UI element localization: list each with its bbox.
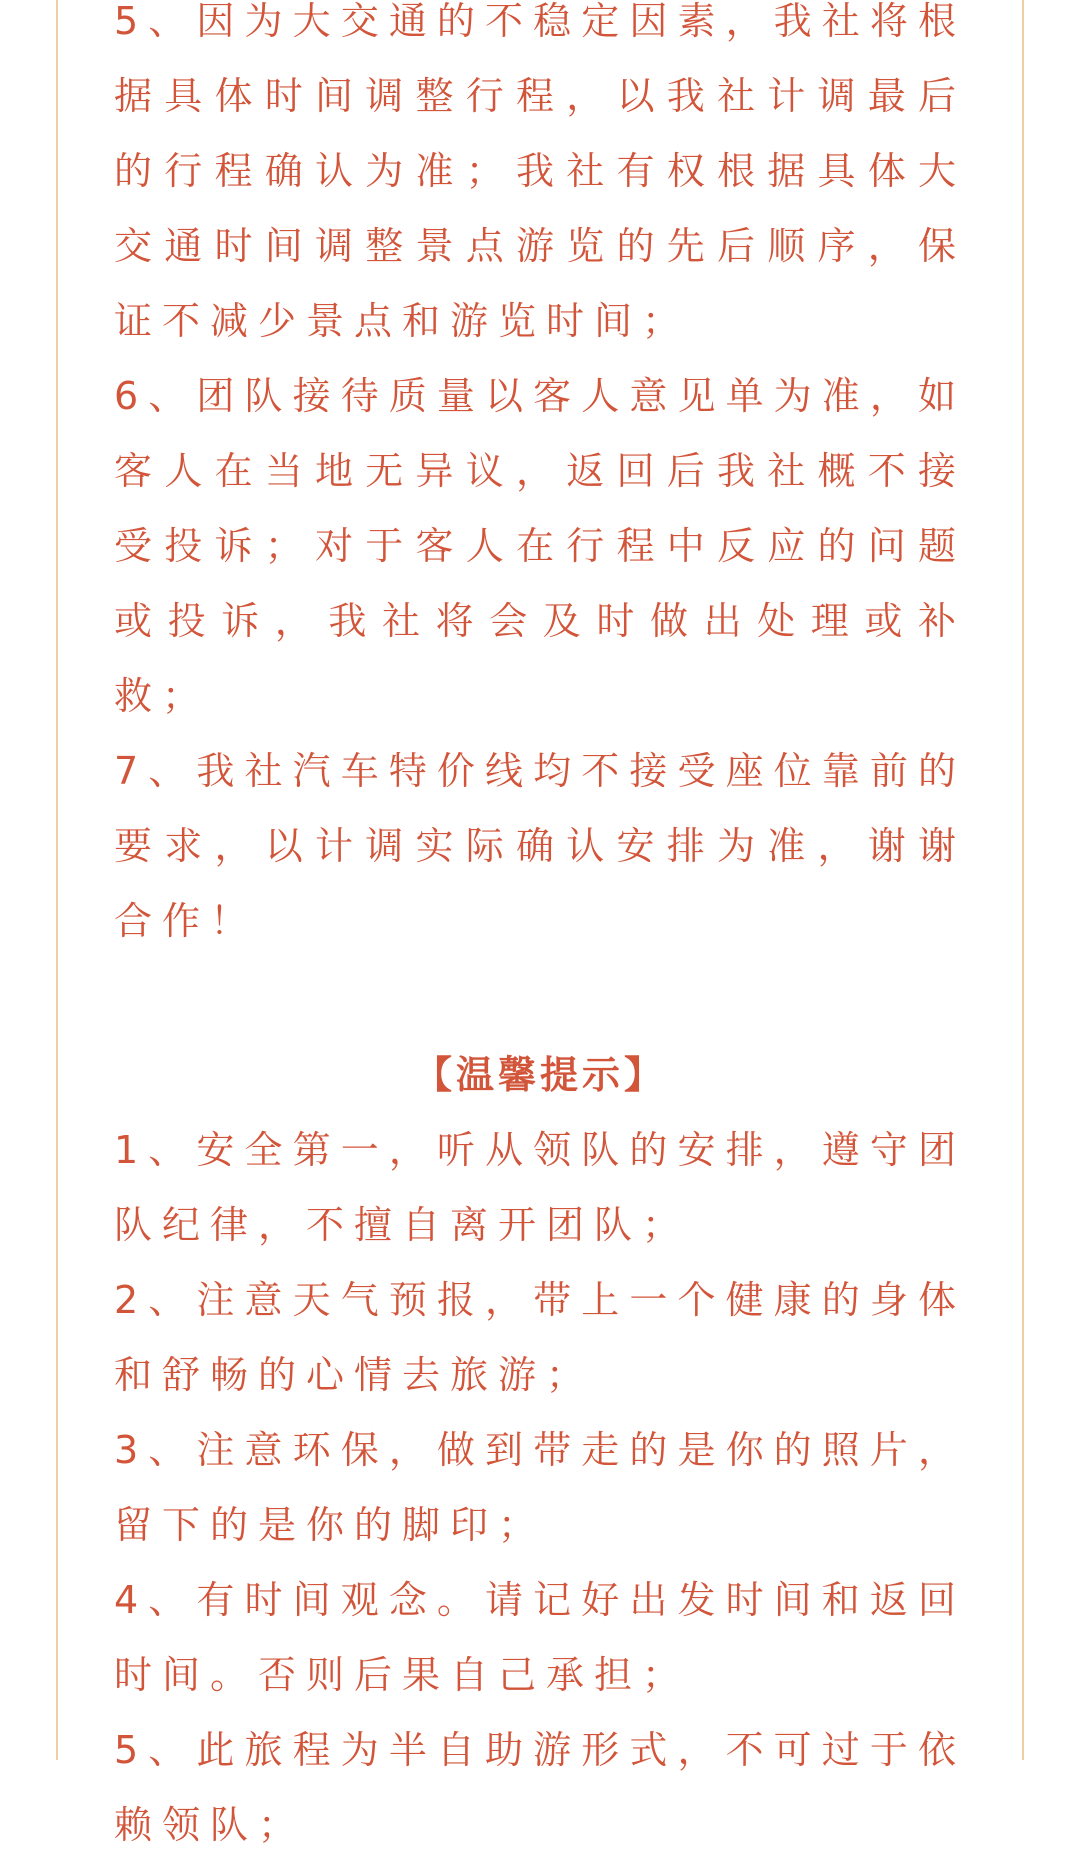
terms-item-7: 7、我社汽车特价线均不接受座位靠前的要求，以计调实际确认安排为准，谢谢合作！ bbox=[114, 749, 966, 943]
section-spacer bbox=[114, 959, 966, 1038]
terms-item-5: 5、因为大交通的不稳定因素，我社将根据具体时间调整行程，以我社计调最后的行程确认为准；我社有权根据具体大交通时间调整景点游览的先后顺序，保证不减少景点和游览时间； bbox=[114, 0, 966, 343]
article-body bbox=[114, 0, 966, 1863]
tips-item-4: 4、有时间观念。请记好出发时间和返回时间。否则后果自己承担； bbox=[114, 1578, 966, 1697]
tips-heading: 【温馨提示】 bbox=[413, 1053, 666, 1097]
tips-item-1: 1、安全第一，听从领队的安排，遵守团队纪律，不擅自离开团队； bbox=[114, 1128, 966, 1247]
tips-item-3: 3、注意环保，做到带走的是你的照片，留下的是你的脚印； bbox=[114, 1428, 966, 1547]
terms-item-6: 6、团队接待质量以客人意见单为准，如客人在当地无异议，返回后我社概不接受投诉；对于客人在行程中反应的问题或投诉，我社将会及时做出处理或补救； bbox=[114, 374, 966, 718]
tips-item-2: 2、注意天气预报，带上一个健康的身体和舒畅的心情去旅游； bbox=[114, 1278, 966, 1397]
tips-item-5: 5、此旅程为半自助游形式，不可过于依赖领队； bbox=[114, 1728, 966, 1847]
